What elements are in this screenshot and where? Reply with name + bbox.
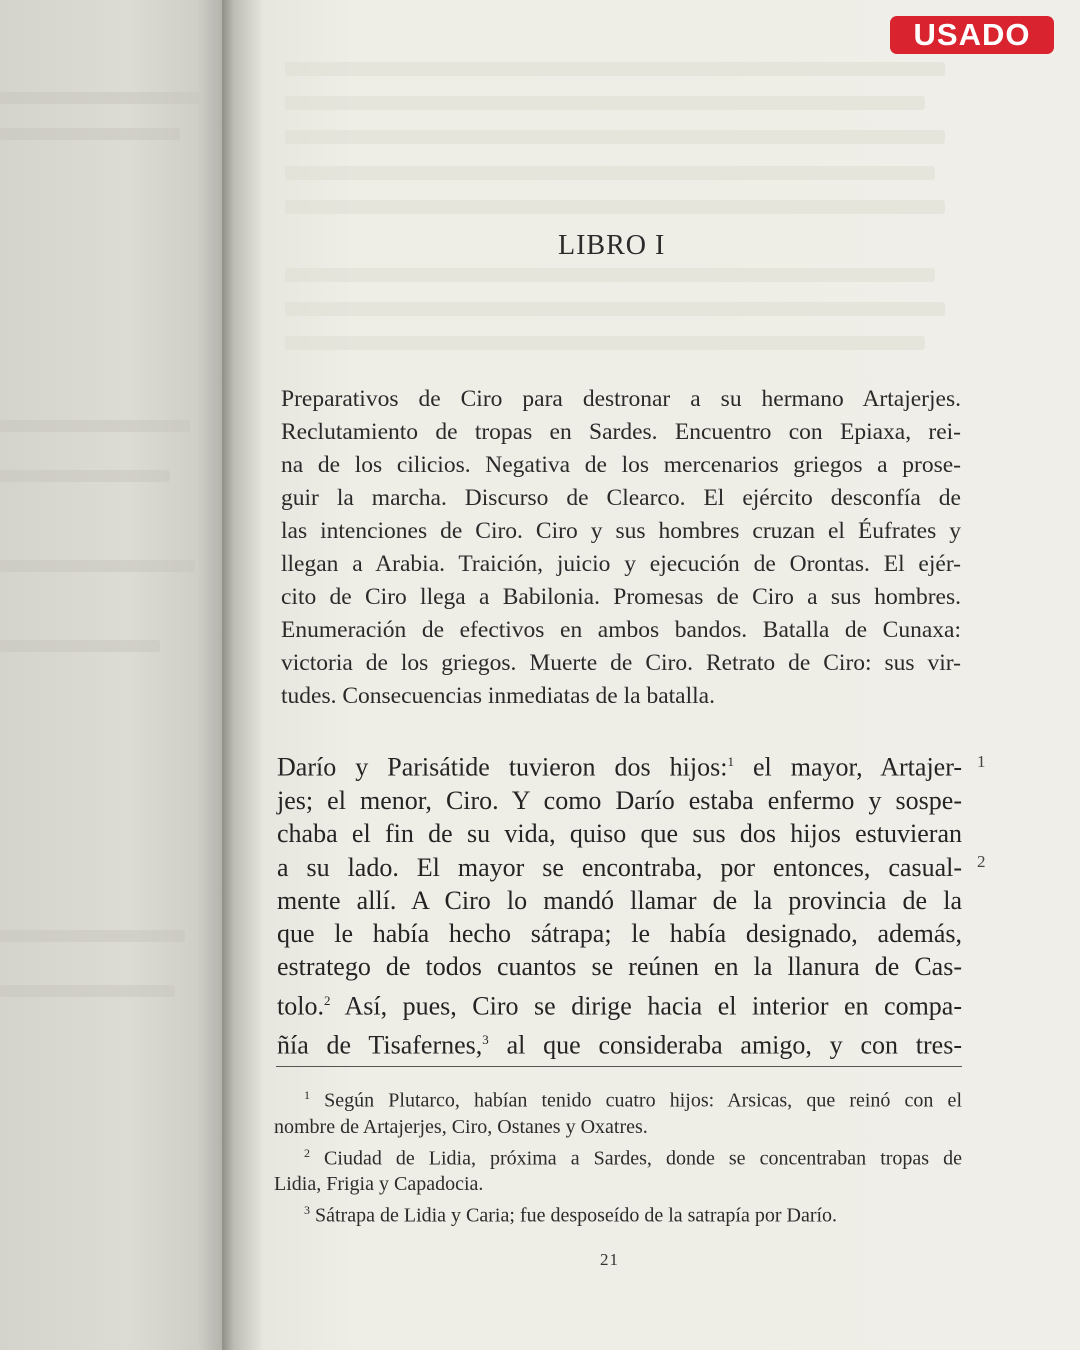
body-line: chaba el fin de su vida, quiso que sus dos hijos estuvieran [277, 819, 962, 849]
show-through-text [0, 985, 175, 997]
summary-line: Preparativos de Ciro para destronar a su hermano Artajerjes. [281, 386, 961, 412]
used-badge: USADO [890, 16, 1054, 54]
footnote-mark: 3 [304, 1203, 310, 1218]
body-line: que le había hecho sátrapa; le había designado, además, [277, 919, 962, 949]
show-through-text [0, 420, 190, 432]
footnote-line [274, 1197, 962, 1229]
summary-line: las intenciones de Ciro. Ciro y sus hombres cruzan el Éufrates y [281, 518, 961, 544]
show-through-text [285, 268, 935, 282]
show-through-text [0, 92, 200, 104]
footnote-text: Según Plutarco, habían tenido cuatro hijos: Arsicas, que reinó con el [324, 1089, 962, 1112]
footnote-separator [276, 1066, 962, 1067]
section-number: 1 [977, 752, 986, 771]
body-line [277, 1023, 962, 1062]
show-through-text [0, 930, 185, 942]
footnote-mark: 2 [304, 1145, 310, 1160]
summary-line: guir la marcha. Discurso de Clearco. El ejército desconfía de [281, 485, 961, 511]
show-through-text [0, 640, 160, 652]
footnote-line [274, 1082, 962, 1114]
body-line [277, 745, 962, 784]
body-line [277, 984, 962, 1023]
body-text-segment: tolo. [277, 991, 324, 1021]
show-through-text [285, 336, 925, 350]
show-through-text [285, 166, 935, 180]
show-through-text [0, 560, 195, 572]
body-line: a su lado. El mayor se encontraba, por entonces, casual- [277, 852, 962, 882]
body-line: jes; el menor, Ciro. Y como Darío estaba enfermo y sospe- [277, 785, 962, 815]
show-through-text [285, 200, 945, 214]
page-number: 21 [600, 1250, 619, 1269]
summary-line: llegan a Arabia. Traición, juicio y ejecución de Orontas. El ejér- [281, 551, 961, 577]
footnote-text: Ciudad de Lidia, próxima a Sardes, donde se concentraban tropas de [324, 1147, 962, 1170]
body-line: mente allí. A Ciro lo mandó llamar de la provincia de la [277, 885, 962, 915]
footnote-ref[interactable]: 1 [727, 754, 734, 769]
footnote-ref[interactable]: 3 [482, 1031, 489, 1047]
footnote-mark: 1 [304, 1088, 310, 1102]
show-through-text [0, 470, 170, 482]
footnotes [274, 1082, 962, 1229]
summary-line: Enumeración de efectivos en ambos bandos. Batalla de Cunaxa: [281, 617, 961, 643]
show-through-text [285, 96, 925, 110]
summary-line: na de los cilicios. Negativa de los mercenarios griegos a prose- [281, 452, 961, 478]
section-number: 2 [977, 852, 986, 871]
chapter-summary [281, 383, 961, 713]
summary-line: tudes. Consecuencias inmediatas de la batalla. [281, 683, 715, 709]
footnote-text: Sátrapa de Lidia y Caria; fue desposeído de la satrapía por Darío. [315, 1204, 838, 1227]
body-text-segment: Así, pues, Ciro se dirige hacia el interior en compa- [330, 991, 962, 1021]
body-text-segment: al que consideraba amigo, y con tres- [488, 1030, 962, 1060]
summary-line: cito de Ciro llega a Babilonia. Promesas de Ciro a sus hombres. [281, 584, 961, 610]
footnote-ref[interactable]: 2 [323, 992, 331, 1008]
left-page [0, 0, 232, 1350]
book-gutter [222, 0, 262, 1350]
footnote-line: Lidia, Frigia y Capadocia. [274, 1173, 484, 1196]
body-paragraph [277, 745, 962, 1062]
footnote-line: nombre de Artajerjes, Ciro, Ostanes y Oxatres. [274, 1115, 648, 1138]
body-line: estratego de todos cuantos se reúnen en la llanura de Cas- [277, 952, 962, 982]
show-through-text [285, 302, 945, 316]
body-text-segment: ñía de Tisafernes, [277, 1030, 483, 1060]
show-through-text [285, 62, 945, 76]
chapter-title: LIBRO I [558, 230, 666, 261]
body-text-segment: Darío y Parisátide tuvieron dos hijos: [277, 752, 728, 782]
summary-line: Reclutamiento de tropas en Sardes. Encuentro con Epiaxa, rei- [281, 419, 961, 445]
summary-line: victoria de los griegos. Muerte de Ciro. Retrato de Ciro: sus vir- [281, 650, 961, 676]
footnote-line [274, 1140, 962, 1172]
show-through-text [285, 130, 945, 144]
show-through-text [0, 128, 180, 140]
body-text-segment: el mayor, Artajer- [733, 752, 962, 782]
